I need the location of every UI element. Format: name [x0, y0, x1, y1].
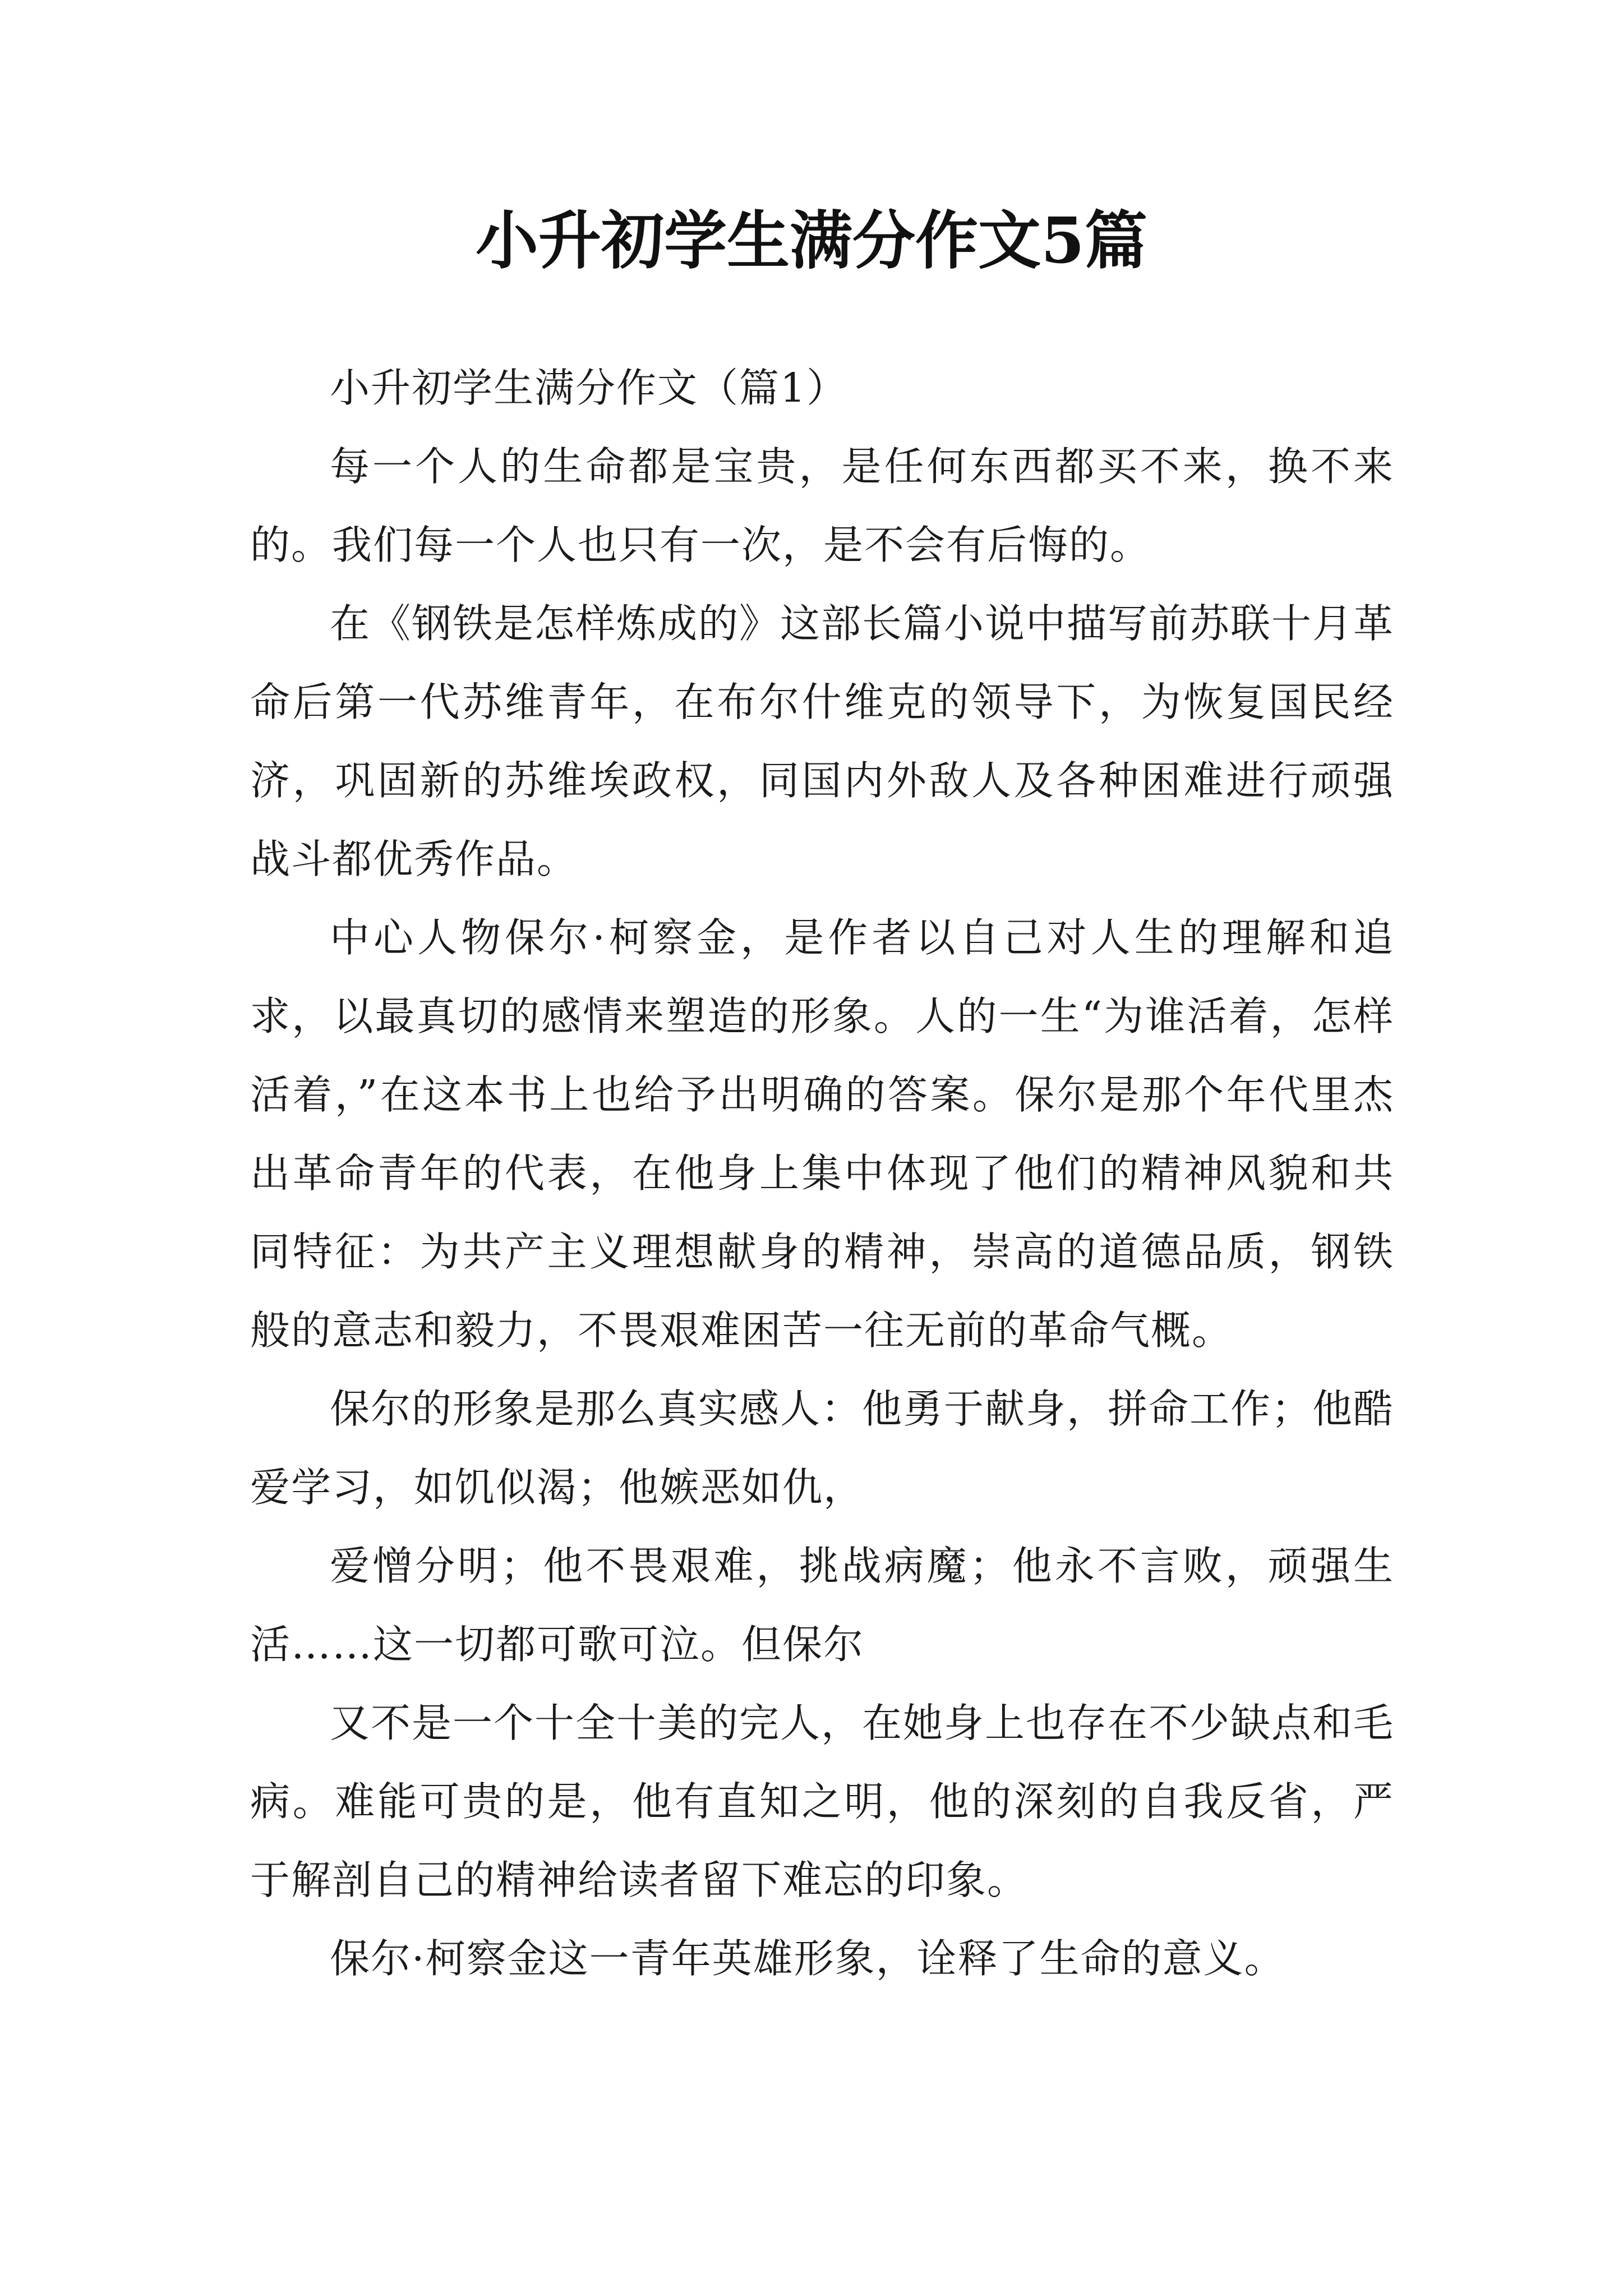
paragraph: 保尔的形象是那么真实感人：他勇于献身，拼命工作；他酷爱学习，如饥似渴；他嫉恶如仇， [250, 1386, 1395, 1511]
section-heading: 小升初学生满分作文（篇1） [330, 365, 848, 411]
paragraph: 保尔·柯察金这一青年英雄形象，诠释了生命的意义。 [330, 1935, 1285, 1982]
paragraph: 又不是一个十全十美的完人，在她身上也存在不少缺点和毛病。难能可贵的是，他有直知之明，他的深刻的自我反省，严于解剖自己的精神给读者留下难忘的印象。 [250, 1700, 1395, 1903]
paragraph: 爱憎分明；他不畏艰难，挑战病魔；他永不言败，顽强生活……这一切都可歌可泣。但保尔 [250, 1543, 1394, 1668]
document-title: 小升初学生满分作文5篇 [476, 204, 1147, 278]
paragraph: 在《钢铁是怎样炼成的》这部长篇小说中描写前苏联十月革命后第一代苏维青年，在布尔什维克的领导下，为恢复国民经济，巩固新的苏维埃政权，同国内外敌人及各种困难进行顽强战斗都优秀作品。 [250, 600, 1395, 882]
paragraph: 中心人物保尔·柯察金，是作者以自己对人生的理解和追求，以最真切的感情来塑造的形象。人的一生“为谁活着，怎样活着，”在这本书上也给予出明确的答案。保尔是那个年代里杰出革命青年的代表，在他身上集中体现了他们的精神风貌和共同特征：为共产主义理想献身的精神，崇高的道德品质，钢铁般的意志和毅力，不畏艰难困苦一往无前的革命气概。 [250, 914, 1394, 1354]
document-body [250, 349, 1394, 1998]
paragraph: 每一个人的生命都是宝贵，是任何东西都买不来，换不来的。我们每一个人也只有一次，是不会有后悔的。 [250, 443, 1394, 568]
